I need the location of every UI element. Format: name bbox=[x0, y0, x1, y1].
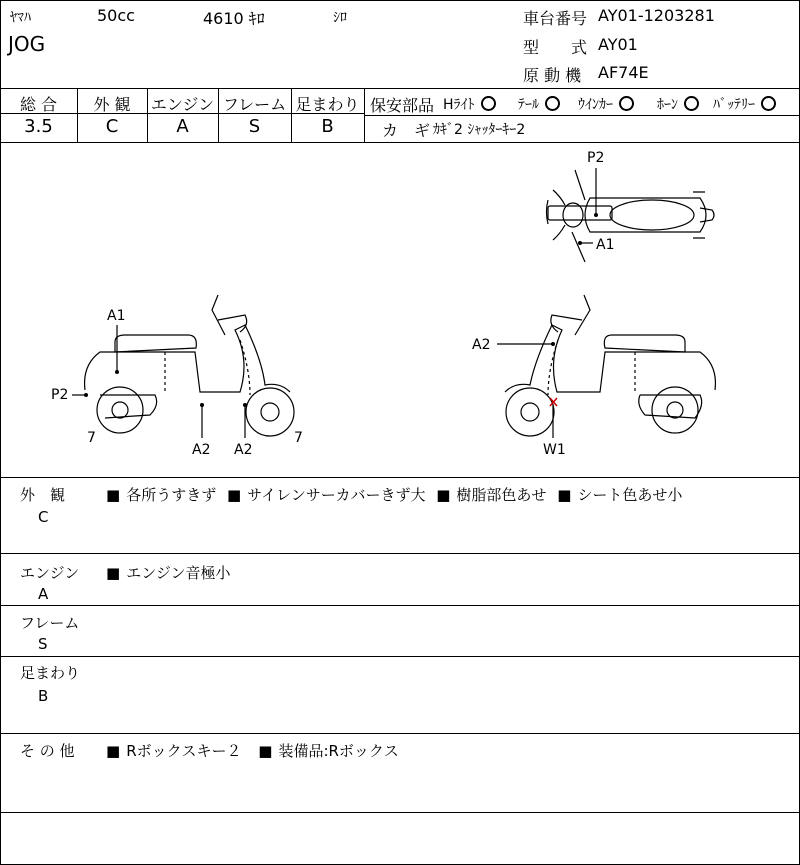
divider bbox=[0, 477, 800, 478]
suspension-value: B bbox=[321, 116, 334, 137]
suspension-label: 足まわり bbox=[295, 95, 360, 114]
note-grade-suspension: B bbox=[38, 687, 49, 705]
note-label-engine: エンジン bbox=[20, 564, 80, 582]
frame-number-value: AY01-1203281 bbox=[598, 6, 715, 25]
maker: ﾔﾏﾊ bbox=[10, 10, 31, 26]
safety-item-tail: ﾃｰﾙ bbox=[518, 94, 560, 114]
diagram-label: A1 bbox=[596, 237, 615, 253]
safety-item-battery: ﾊﾞｯﾃﾘｰ bbox=[713, 94, 776, 114]
scooter-right-view bbox=[505, 295, 715, 436]
note-text-engine: ■ エンジン音極小 bbox=[106, 564, 231, 582]
displacement: 50cc bbox=[97, 6, 135, 25]
note-grade-engine: A bbox=[38, 585, 49, 603]
divider bbox=[0, 88, 800, 89]
safety-title: 保安部品 bbox=[370, 96, 435, 115]
overall-label: 総 合 bbox=[19, 95, 58, 114]
divider bbox=[0, 605, 800, 606]
divider bbox=[0, 656, 800, 657]
damage-diagram bbox=[0, 143, 800, 477]
frame-grade-value: S bbox=[248, 116, 261, 137]
note-label-suspension: 足まわり bbox=[20, 664, 81, 682]
ok-circle-icon bbox=[481, 96, 496, 111]
ok-circle-icon bbox=[761, 96, 776, 111]
diagram-label: P2 bbox=[587, 150, 605, 166]
engine-value: AF74E bbox=[598, 63, 649, 82]
safety-item-winker: ｳｲﾝｶｰ bbox=[578, 94, 634, 114]
model-code-value: AY01 bbox=[598, 35, 638, 54]
note-label-exterior: 外 観 bbox=[20, 486, 66, 504]
exterior-label: 外 観 bbox=[93, 95, 131, 114]
scooter-top-view bbox=[547, 170, 715, 262]
color: ｼﾛ bbox=[333, 10, 347, 26]
frame-number-label: 車台番号 bbox=[523, 9, 588, 28]
ok-circle-icon bbox=[545, 96, 560, 111]
diagram-label: A1 bbox=[107, 308, 126, 324]
divider bbox=[0, 812, 800, 813]
note-grade-exterior: C bbox=[38, 508, 49, 526]
diagram-label: A2 bbox=[192, 442, 211, 458]
model-name: JOG bbox=[8, 32, 46, 56]
divider bbox=[0, 733, 800, 734]
overall-value: 3.5 bbox=[24, 116, 53, 137]
divider bbox=[0, 553, 800, 554]
exterior-value: C bbox=[105, 116, 119, 137]
safety-item-horn: ﾎｰﾝ bbox=[657, 94, 699, 114]
diagram-label: A2 bbox=[234, 442, 253, 458]
note-label-frame: フレーム bbox=[20, 614, 80, 632]
diagram-label: P2 bbox=[51, 387, 69, 403]
frame-grade-label: フレーム bbox=[222, 95, 287, 114]
key-value: ｶｷﾞ2 ｼｬｯﾀｰｷｰ2 bbox=[433, 122, 526, 138]
engine-grade-value: A bbox=[176, 116, 189, 137]
diagram-label: 7 bbox=[294, 430, 303, 446]
note-text-other: ■ Rボックスキー２ ■ 装備品:Rボックス bbox=[106, 742, 399, 760]
engine-label: 原 動 機 bbox=[523, 66, 582, 85]
diagram-label: A2 bbox=[472, 337, 491, 353]
ok-circle-icon bbox=[619, 96, 634, 111]
mileage: 4610 ｷﾛ bbox=[203, 9, 265, 28]
model-code-label: 型 式 bbox=[523, 38, 588, 57]
diagram-label: W1 bbox=[543, 442, 566, 458]
ok-circle-icon bbox=[684, 96, 699, 111]
note-text-exterior: ■ 各所うすきず ■ サイレンサーカバーきず大 ■ 樹脂部色あせ ■ シート色あせ小 bbox=[106, 486, 683, 504]
engine-grade-label: エンジン bbox=[150, 95, 215, 114]
key-label: カ ギ bbox=[382, 121, 431, 140]
diagram-label: 7 bbox=[87, 430, 96, 446]
note-grade-frame: S bbox=[38, 635, 48, 653]
safety-item-headlight: Hﾗｲﾄ bbox=[443, 94, 496, 114]
note-label-other: そ の 他 bbox=[20, 742, 75, 760]
